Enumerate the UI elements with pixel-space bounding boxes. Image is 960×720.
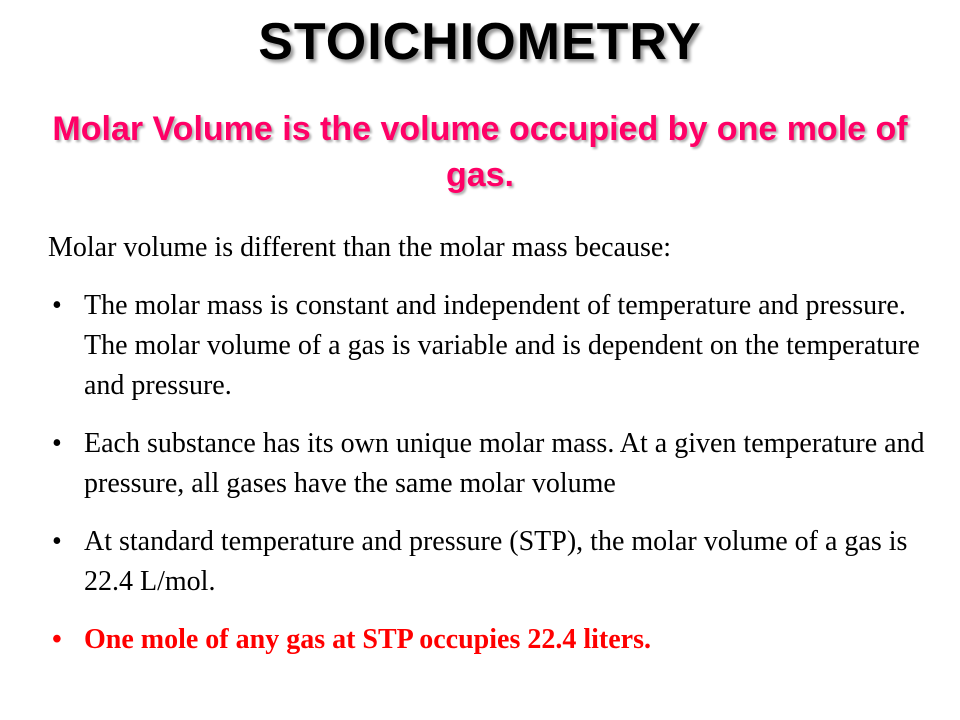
- bullet-text: At standard temperature and pressure (STP), the molar volume of a gas is 22.4 L/mol.: [84, 526, 908, 597]
- bullet-item: [48, 286, 928, 406]
- bullet-item-highlight: [48, 620, 928, 660]
- slide-title: STOICHIOMETRY: [258, 13, 702, 71]
- bullet-item: [48, 424, 928, 504]
- bullet-icon: •: [52, 526, 62, 557]
- bullet-item: [48, 522, 928, 602]
- bullet-text: One mole of any gas at STP occupies 22.4 liters.: [84, 624, 651, 655]
- slide-body: [48, 228, 928, 678]
- bullet-text: The molar mass is constant and independent of temperature and pressure. The molar volume of a gas is variable and is dependent on the temperature and pressure.: [84, 290, 920, 401]
- slide-subtitle: Molar Volume is the volume occupied by one mole of gas.: [52, 110, 908, 194]
- bullet-icon: •: [52, 624, 62, 655]
- intro-text: Molar volume is different than the molar mass because:: [48, 232, 672, 263]
- bullet-icon: •: [52, 290, 62, 321]
- bullet-text: Each substance has its own unique molar mass. At a given temperature and pressure, all gases have the same molar volume: [84, 428, 925, 499]
- bullet-icon: •: [52, 428, 62, 459]
